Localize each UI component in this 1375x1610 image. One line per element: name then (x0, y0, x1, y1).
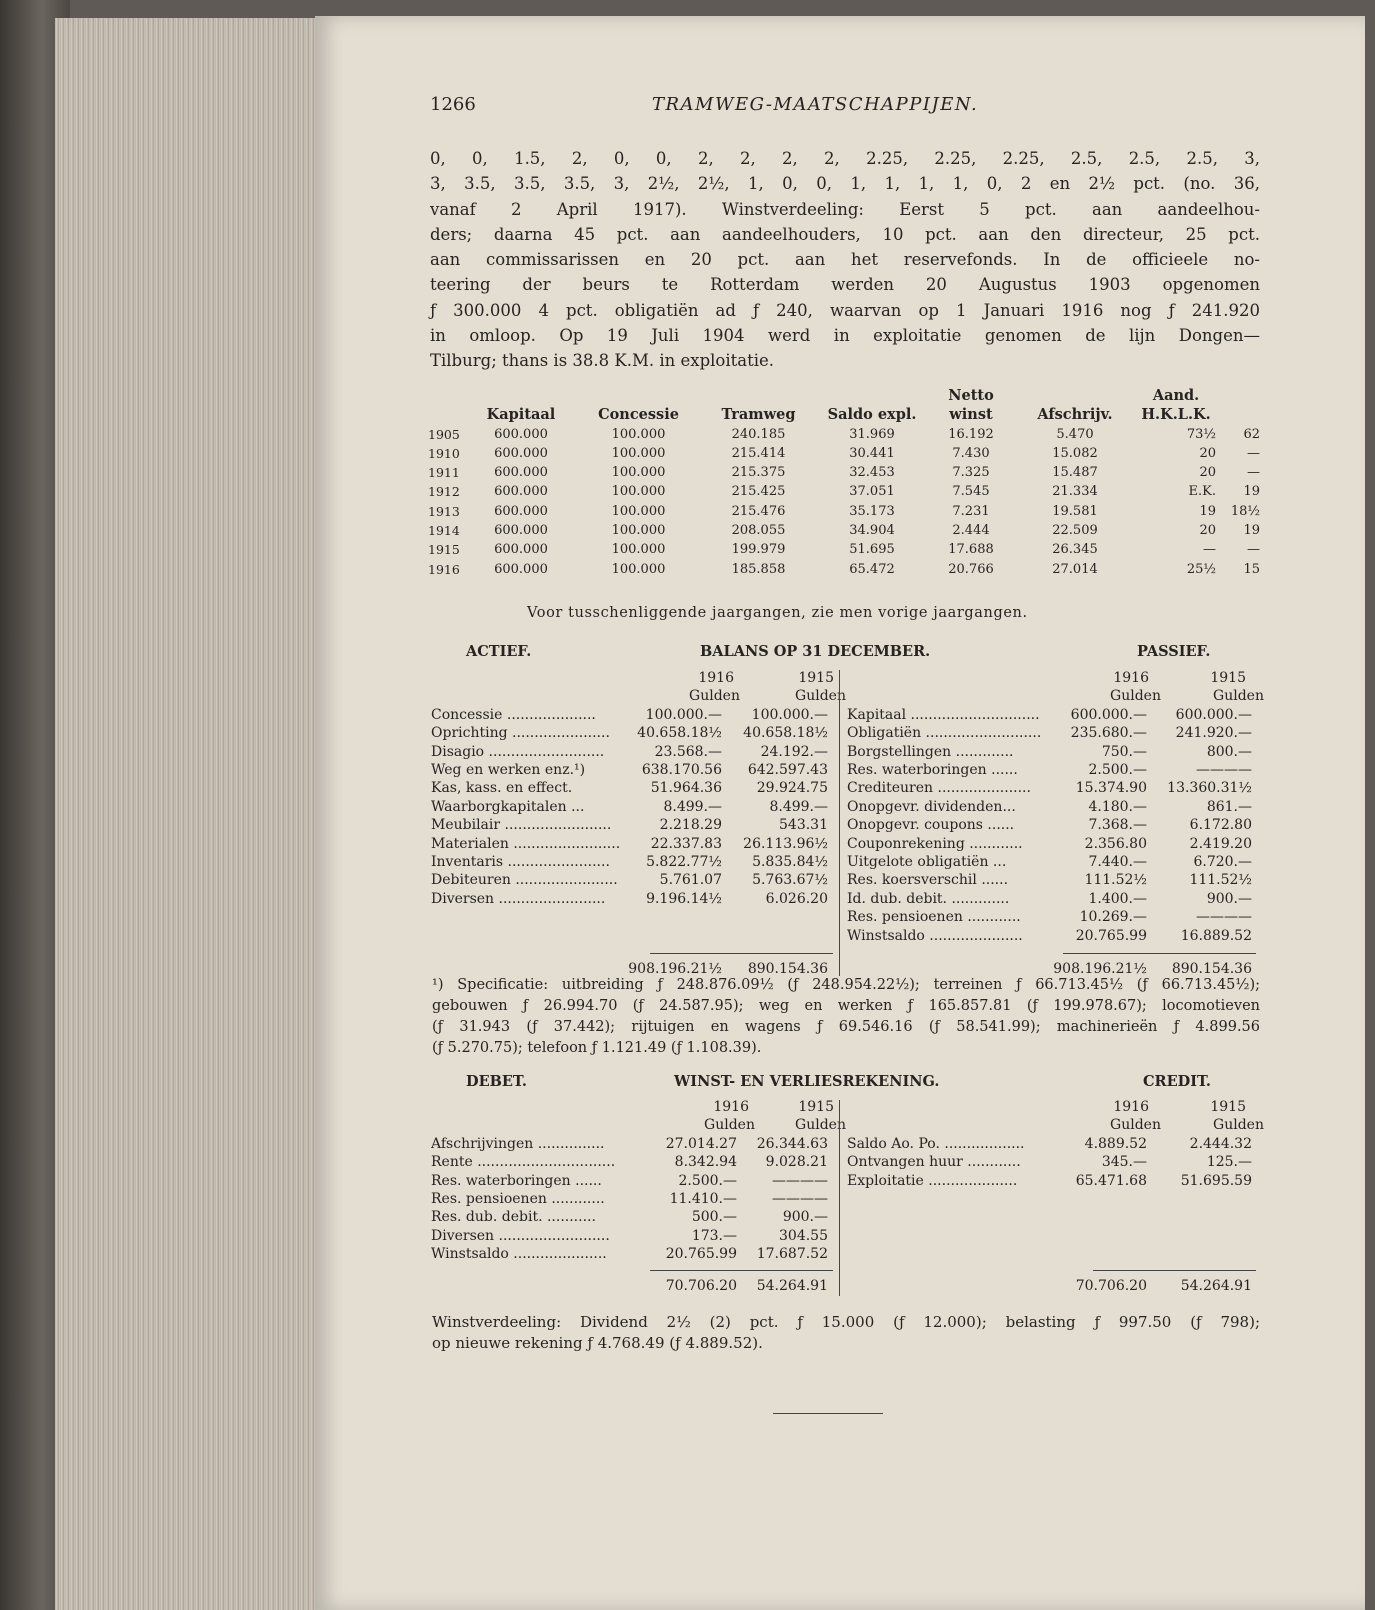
stats-row (428, 521, 1260, 540)
stats-cell: 1910 (428, 445, 460, 461)
line-label: Winstsaldo ..................... (847, 927, 1023, 944)
amount: 125.— (1206, 1154, 1252, 1171)
stats-cell: 600.000 (494, 484, 548, 500)
amount: 111.52½ (1189, 872, 1252, 889)
stats-table (428, 386, 1260, 579)
stats-header-row (428, 405, 1260, 424)
stats-cell: 20.766 (948, 561, 994, 577)
total-amount: 890.154.36 (747, 961, 828, 977)
stats-cell: 65.472 (849, 561, 895, 577)
stats-cell: 34.904 (849, 523, 895, 539)
footnote-line: gebouwen ƒ 26.994.70 (ƒ 24.587.95); weg en werken ƒ 165.857.81 (ƒ 199.978.67); locomotieven (432, 998, 1260, 1014)
total-amount: 908.196.21½ (1053, 961, 1147, 977)
stats-row (428, 463, 1260, 482)
stats-cell: 19 (1199, 503, 1216, 519)
balance-left-title: ACTIEF. (466, 643, 532, 660)
pl-title: WINST- EN VERLIESREKENING. (674, 1073, 940, 1090)
stats-cell: 25½ (1186, 561, 1216, 577)
stats-cell: 30.441 (849, 445, 895, 461)
amount: 17.687.52 (756, 1246, 828, 1263)
total-amount: 890.154.36 (1171, 961, 1252, 977)
stats-cell: — (1247, 542, 1260, 558)
amount: 8.342.94 (674, 1154, 737, 1171)
stats-cell: 15.487 (1052, 465, 1098, 481)
amount: 2.444.32 (1189, 1135, 1252, 1152)
amount: 20.765.99 (1075, 927, 1147, 944)
stats-cell: 20 (1199, 465, 1216, 481)
line-label: Kapitaal ............................. (847, 706, 1040, 723)
amount: 600.000.— (1070, 706, 1147, 723)
line-label: Disagio .......................... (431, 743, 605, 760)
stats-cell (1216, 405, 1260, 424)
line-label: Debiteuren ....................... (431, 872, 618, 889)
closing-rule (773, 1413, 883, 1414)
distribution-line: Winstverdeeling: Dividend 2½ (2) pct. ƒ 15.000 (ƒ 12.000); belasting ƒ 997.50 (ƒ 798); (432, 1313, 1260, 1331)
stats-cell: 20 (1199, 523, 1216, 539)
stats-cell: Saldo expl. (827, 406, 917, 424)
year-header: 1916 (1113, 670, 1149, 686)
line-label: Borgstellingen ............. (847, 743, 1014, 760)
amount: 500.— (691, 1209, 737, 1226)
intro-line: aan commissarissen en 20 pct. aan het reservefonds. In de officieele no- (430, 250, 1260, 270)
intro-line: 3, 3.5, 3.5, 3.5, 3, 2½, 2½, 1, 0, 0, 1, 1, 1, 1, 0, 2 en 2½ pct. (no. 36, (430, 174, 1260, 194)
amount: 51.695.59 (1180, 1172, 1252, 1189)
line-label: Id. dub. debit. ............. (847, 890, 1010, 907)
line-label: Res. waterboringen ...... (847, 762, 1018, 778)
stats-cell: — (1247, 445, 1260, 461)
stats-row (428, 482, 1260, 501)
stats-cell: Afschrijv. (1037, 406, 1113, 424)
line-label: Waarborgkapitalen ... (431, 798, 585, 815)
amount: 8.499.— (769, 798, 828, 815)
stats-cell: 35.173 (849, 503, 895, 519)
amount: 51.964.36 (650, 780, 722, 797)
amount: 65.471.68 (1075, 1172, 1147, 1189)
amount: 4.889.52 (1084, 1135, 1147, 1152)
amount: 2.500.— (1088, 762, 1147, 778)
amount: 900.— (1206, 890, 1252, 907)
stats-cell: 7.430 (952, 445, 990, 461)
amount: 7.368.— (1088, 817, 1147, 834)
stats-cell: 21.334 (1052, 484, 1098, 500)
stats-cell: 22.509 (1052, 523, 1098, 539)
stats-cell (576, 386, 701, 405)
stats-row (428, 560, 1260, 579)
stats-cell: 1911 (428, 465, 460, 481)
stats-cell: Kapitaal (486, 406, 556, 424)
line-label: Couponrekening ............ (847, 835, 1023, 852)
line-label: Ontvangen huur ............ (847, 1154, 1021, 1171)
amount: 29.924.75 (756, 780, 828, 797)
year-header: 1916 (1113, 1099, 1149, 1115)
stats-cell: 19 (1243, 523, 1260, 539)
footnote-line: (ƒ 5.270.75); telefoon ƒ 1.121.49 (ƒ 1.108.39). (432, 1040, 762, 1056)
stats-cell: 1916 (428, 561, 460, 577)
unit-header: Gulden (1110, 688, 1161, 705)
unit-header: Gulden (704, 1117, 755, 1134)
stats-cell: 208.055 (731, 523, 786, 539)
amount: 40.658.18½ (743, 725, 828, 742)
line-label: Kas, kass. en effect. (431, 780, 573, 797)
amount: 10.269.— (1079, 909, 1147, 926)
stats-cell: 26.345 (1052, 542, 1098, 558)
line-label: Res. pensioenen ............ (431, 1191, 605, 1207)
amount: 642.597.43 (747, 762, 828, 778)
amount: 345.— (1101, 1154, 1147, 1171)
stats-cell: Netto (948, 387, 994, 404)
amount: 6.172.80 (1189, 817, 1252, 834)
stats-cell: Concessie (598, 406, 679, 424)
intro-line: 0, 0, 1.5, 2, 0, 0, 2, 2, 2, 2, 2.25, 2.25, 2.25, 2.5, 2.5, 2.5, 3, (430, 149, 1260, 168)
stats-row (428, 540, 1260, 559)
amount: 5.761.07 (659, 872, 722, 889)
stats-cell: 600.000 (494, 523, 548, 539)
stats-cell: 18½ (1230, 503, 1260, 519)
pl-divider (839, 1100, 840, 1296)
amount: 15.374.90 (1075, 780, 1147, 797)
interim-note: Voor tusschenliggende jaargangen, zie men vorige jaargangen. (527, 605, 1028, 621)
stats-cell: 215.414 (731, 445, 786, 461)
amount: 111.52½ (1084, 872, 1147, 889)
pl-left-total-rule (650, 1270, 833, 1271)
total-amount: 908.196.21½ (628, 961, 722, 977)
amount: 9.028.21 (765, 1154, 828, 1171)
line-label: Onopgevr. coupons ...... (847, 817, 1015, 834)
page-edges (55, 18, 320, 1610)
stats-cell: 199.979 (731, 542, 786, 558)
total-amount: 54.264.91 (756, 1278, 828, 1294)
stats-cell: — (1247, 465, 1260, 481)
amount: 543.31 (779, 817, 828, 834)
stats-cell: 19 (1243, 484, 1260, 500)
stats-cell: 27.014 (1052, 561, 1098, 577)
footnote-line: (ƒ 31.943 (ƒ 37.442); rijtuigen en wagens ƒ 69.546.16 (ƒ 58.541.99); machinerieën ƒ 4.899.56 (432, 1019, 1260, 1035)
line-label: Res. pensioenen ............ (847, 909, 1021, 926)
stats-cell: 15 (1243, 561, 1260, 577)
amount: 7.440.— (1088, 854, 1147, 870)
amount: 173.— (691, 1227, 737, 1244)
line-label: Concessie .................... (431, 706, 596, 723)
stats-cell: 600.000 (494, 561, 548, 577)
intro-line: ƒ 300.000 4 pct. obligatiën ad ƒ 240, waarvan op 1 Januari 1916 nog ƒ 241.920 (430, 300, 1260, 320)
line-label: Exploitatie .................... (847, 1172, 1018, 1189)
stats-cell: 62 (1243, 426, 1260, 442)
amount: 5.763.67½ (752, 872, 828, 889)
amount: 900.— (782, 1209, 828, 1226)
stats-cell: 100.000 (611, 484, 666, 500)
unit-header: Gulden (689, 688, 740, 705)
line-label: Diversen ......................... (431, 1227, 610, 1244)
stats-cell: 7.231 (952, 503, 990, 519)
balance-right-title: PASSIEF. (1137, 643, 1211, 660)
amount: 27.014.27 (665, 1135, 737, 1152)
stats-cell (701, 386, 816, 405)
stats-cell: 37.051 (849, 484, 895, 500)
stats-cell: 73½ (1186, 426, 1216, 442)
stats-cell: 5.470 (1056, 426, 1094, 442)
balance-right-total-rule (1063, 953, 1256, 954)
amount: 2.356.80 (1084, 835, 1147, 852)
stats-cell: Tramweg (721, 406, 796, 424)
year-header: 1916 (698, 670, 734, 686)
line-label: Saldo Ao. Po. .................. (847, 1135, 1025, 1152)
stats-row (428, 502, 1260, 521)
amount: 235.680.— (1070, 725, 1147, 742)
stats-cell: 1913 (428, 503, 460, 519)
stats-cell: 2.444 (952, 523, 990, 539)
pl-right-title: CREDIT. (1143, 1073, 1211, 1090)
stats-cell (1216, 386, 1260, 405)
unit-header: Gulden (1213, 1117, 1264, 1134)
stats-cell (466, 386, 576, 405)
amount: 6.720.— (1193, 854, 1252, 870)
stats-cell: 600.000 (494, 426, 548, 442)
amount: 4.180.— (1088, 798, 1147, 815)
stats-cell: 20 (1199, 445, 1216, 461)
stats-cell: 185.858 (731, 561, 786, 577)
amount: 100.000.— (645, 706, 722, 723)
stats-cell: 100.000 (611, 542, 666, 558)
footnote-line: ¹) Specificatie: uitbreiding ƒ 248.876.09½ (ƒ 248.954.22½); terreinen ƒ 66.713.45½ (ƒ 66.713.45½); (432, 977, 1260, 993)
pl-left-title: DEBET. (466, 1073, 527, 1090)
stats-cell: 1914 (428, 523, 460, 539)
stats-cell: 100.000 (611, 561, 666, 577)
stats-cell: 100.000 (611, 445, 666, 461)
stats-header-row (428, 386, 1260, 405)
stats-cell: 7.325 (952, 465, 990, 481)
profit-distribution (432, 1312, 1260, 1354)
stats-cell: 100.000 (611, 426, 666, 442)
stats-cell: 1912 (428, 484, 460, 500)
footnote (432, 975, 1260, 1059)
year-header: 1915 (1210, 670, 1246, 686)
amount: 11.410.— (669, 1191, 737, 1207)
amount: 6.026.20 (765, 890, 828, 907)
amount: 26.344.63 (756, 1135, 828, 1152)
stats-cell: 19.581 (1052, 503, 1098, 519)
amount: 9.196.14½ (646, 890, 722, 907)
line-label: Res. koersverschil ...... (847, 872, 1009, 889)
line-label: Res. waterboringen ...... (431, 1172, 602, 1189)
line-label: Rente ............................... (431, 1154, 616, 1171)
balance-title: BALANS OP 31 DECEMBER. (700, 643, 931, 660)
intro-line: teering der beurs te Rotterdam werden 20 Augustus 1903 opgenomen (430, 275, 1260, 295)
amount: 26.113.96½ (743, 835, 828, 852)
stats-cell (428, 386, 466, 405)
amount: 23.568.— (654, 743, 722, 760)
intro-line: ders; daarna 45 pct. aan aandeelhouders, 10 pct. aan den directeur, 25 pct. (430, 224, 1260, 244)
intro-line: vanaf 2 April 1917). Winstverdeeling: Eerst 5 pct. aan aandeelhou- (430, 199, 1260, 219)
stats-row (428, 425, 1260, 444)
stats-cell: 600.000 (494, 542, 548, 558)
intro-paragraph (430, 146, 1260, 374)
line-label: Inventaris ....................... (431, 854, 610, 870)
year-header: 1915 (1210, 1099, 1246, 1115)
stats-cell: — (1203, 542, 1216, 558)
total-amount: 70.706.20 (1075, 1278, 1147, 1294)
balance-left-total-rule (650, 953, 833, 954)
stats-cell: 1905 (428, 426, 460, 442)
amount: 800.— (1206, 743, 1252, 760)
amount: 241.920.— (1175, 725, 1252, 742)
running-title: TRAMWEG-MAATSCHAPPIJEN. (652, 94, 979, 115)
amount: 5.822.77½ (646, 854, 722, 870)
page-number: 1266 (430, 94, 476, 115)
amount: 13.360.31½ (1167, 780, 1252, 797)
line-label: Materialen ........................ (431, 835, 621, 852)
unit-header: Gulden (795, 1117, 846, 1134)
year-header: 1915 (798, 1099, 834, 1115)
stats-cell: 600.000 (494, 465, 548, 481)
line-label: Weg en werken enz.¹) (431, 762, 586, 778)
stats-cell: 600.000 (494, 503, 548, 519)
line-label: Onopgevr. dividenden... (847, 798, 1016, 815)
amount: 2.218.29 (659, 817, 722, 834)
stats-cell: E.K. (1188, 484, 1216, 500)
amount: 2.419.20 (1189, 835, 1252, 852)
stats-cell: 215.476 (731, 503, 786, 519)
year-header: 1915 (798, 670, 834, 686)
line-label: Obligatiën .......................... (847, 725, 1042, 742)
stats-cell: H.K.L.K. (1141, 406, 1211, 424)
unit-header: Gulden (1110, 1117, 1161, 1134)
amount: 22.337.83 (650, 835, 722, 852)
amount: 2.500.— (678, 1172, 737, 1189)
amount: 24.192.— (760, 743, 828, 760)
intro-line: in omloop. Op 19 Juli 1904 werd in exploitatie genomen de lijn Dongen— (430, 326, 1260, 346)
amount: 8.499.— (663, 798, 722, 815)
amount: ———— (1196, 909, 1252, 926)
line-label: Res. dub. debit. ........... (431, 1209, 596, 1226)
amount: 40.658.18½ (637, 725, 722, 742)
amount: 16.889.52 (1180, 927, 1252, 944)
year-header: 1916 (713, 1099, 749, 1115)
stats-cell (816, 386, 928, 405)
stats-cell: winst (949, 406, 993, 424)
amount: 1.400.— (1088, 890, 1147, 907)
amount: 600.000.— (1175, 706, 1252, 723)
distribution-line: op nieuwe rekening ƒ 4.768.49 (ƒ 4.889.52). (432, 1334, 763, 1352)
unit-header: Gulden (795, 688, 846, 705)
amount: 100.000.— (751, 706, 828, 723)
line-label: Uitgelote obligatiën ... (847, 854, 1007, 870)
amount: ———— (1196, 762, 1252, 778)
line-label: Meubilair ........................ (431, 817, 612, 834)
amount: 304.55 (779, 1227, 828, 1244)
stats-cell: Aand. (1152, 387, 1200, 404)
stats-cell: 600.000 (494, 445, 548, 461)
stats-cell: 31.969 (849, 426, 895, 442)
stats-cell: 215.425 (731, 484, 786, 500)
line-label: Crediteuren ..................... (847, 780, 1031, 797)
line-label: Winstsaldo ..................... (431, 1246, 607, 1263)
stats-cell: 240.185 (731, 426, 786, 442)
stats-cell: 17.688 (948, 542, 994, 558)
amount: ———— (772, 1191, 828, 1207)
stats-cell: 215.375 (731, 465, 786, 481)
amount: 20.765.99 (665, 1246, 737, 1263)
stats-cell: 100.000 (611, 465, 666, 481)
stats-cell: 32.453 (849, 465, 895, 481)
line-label: Afschrijvingen ............... (431, 1135, 605, 1152)
total-amount: 54.264.91 (1180, 1278, 1252, 1294)
line-label: Oprichting ...................... (431, 725, 610, 742)
amount: 861.— (1206, 798, 1252, 815)
stats-cell: 16.192 (948, 426, 994, 442)
stats-cell: 15.082 (1052, 445, 1098, 461)
amount: ———— (772, 1172, 828, 1189)
stats-cell: 100.000 (611, 503, 666, 519)
stats-cell: 100.000 (611, 523, 666, 539)
amount: 638.170.56 (641, 762, 722, 778)
stats-cell (428, 405, 466, 424)
intro-line: Tilburg; thans is 38.8 K.M. in exploitatie. (430, 351, 775, 371)
amount: 750.— (1101, 743, 1147, 760)
line-label: Diversen ........................ (431, 890, 606, 907)
amount: 5.835.84½ (752, 854, 828, 870)
stats-cell: 1915 (428, 542, 460, 558)
stats-cell (1014, 386, 1136, 405)
stats-cell: 51.695 (849, 542, 895, 558)
balance-divider (839, 670, 840, 976)
stats-cell: 7.545 (952, 484, 990, 500)
unit-header: Gulden (1213, 688, 1264, 705)
pl-right-total-rule (1093, 1270, 1256, 1271)
stats-row (428, 444, 1260, 463)
total-amount: 70.706.20 (665, 1278, 737, 1294)
